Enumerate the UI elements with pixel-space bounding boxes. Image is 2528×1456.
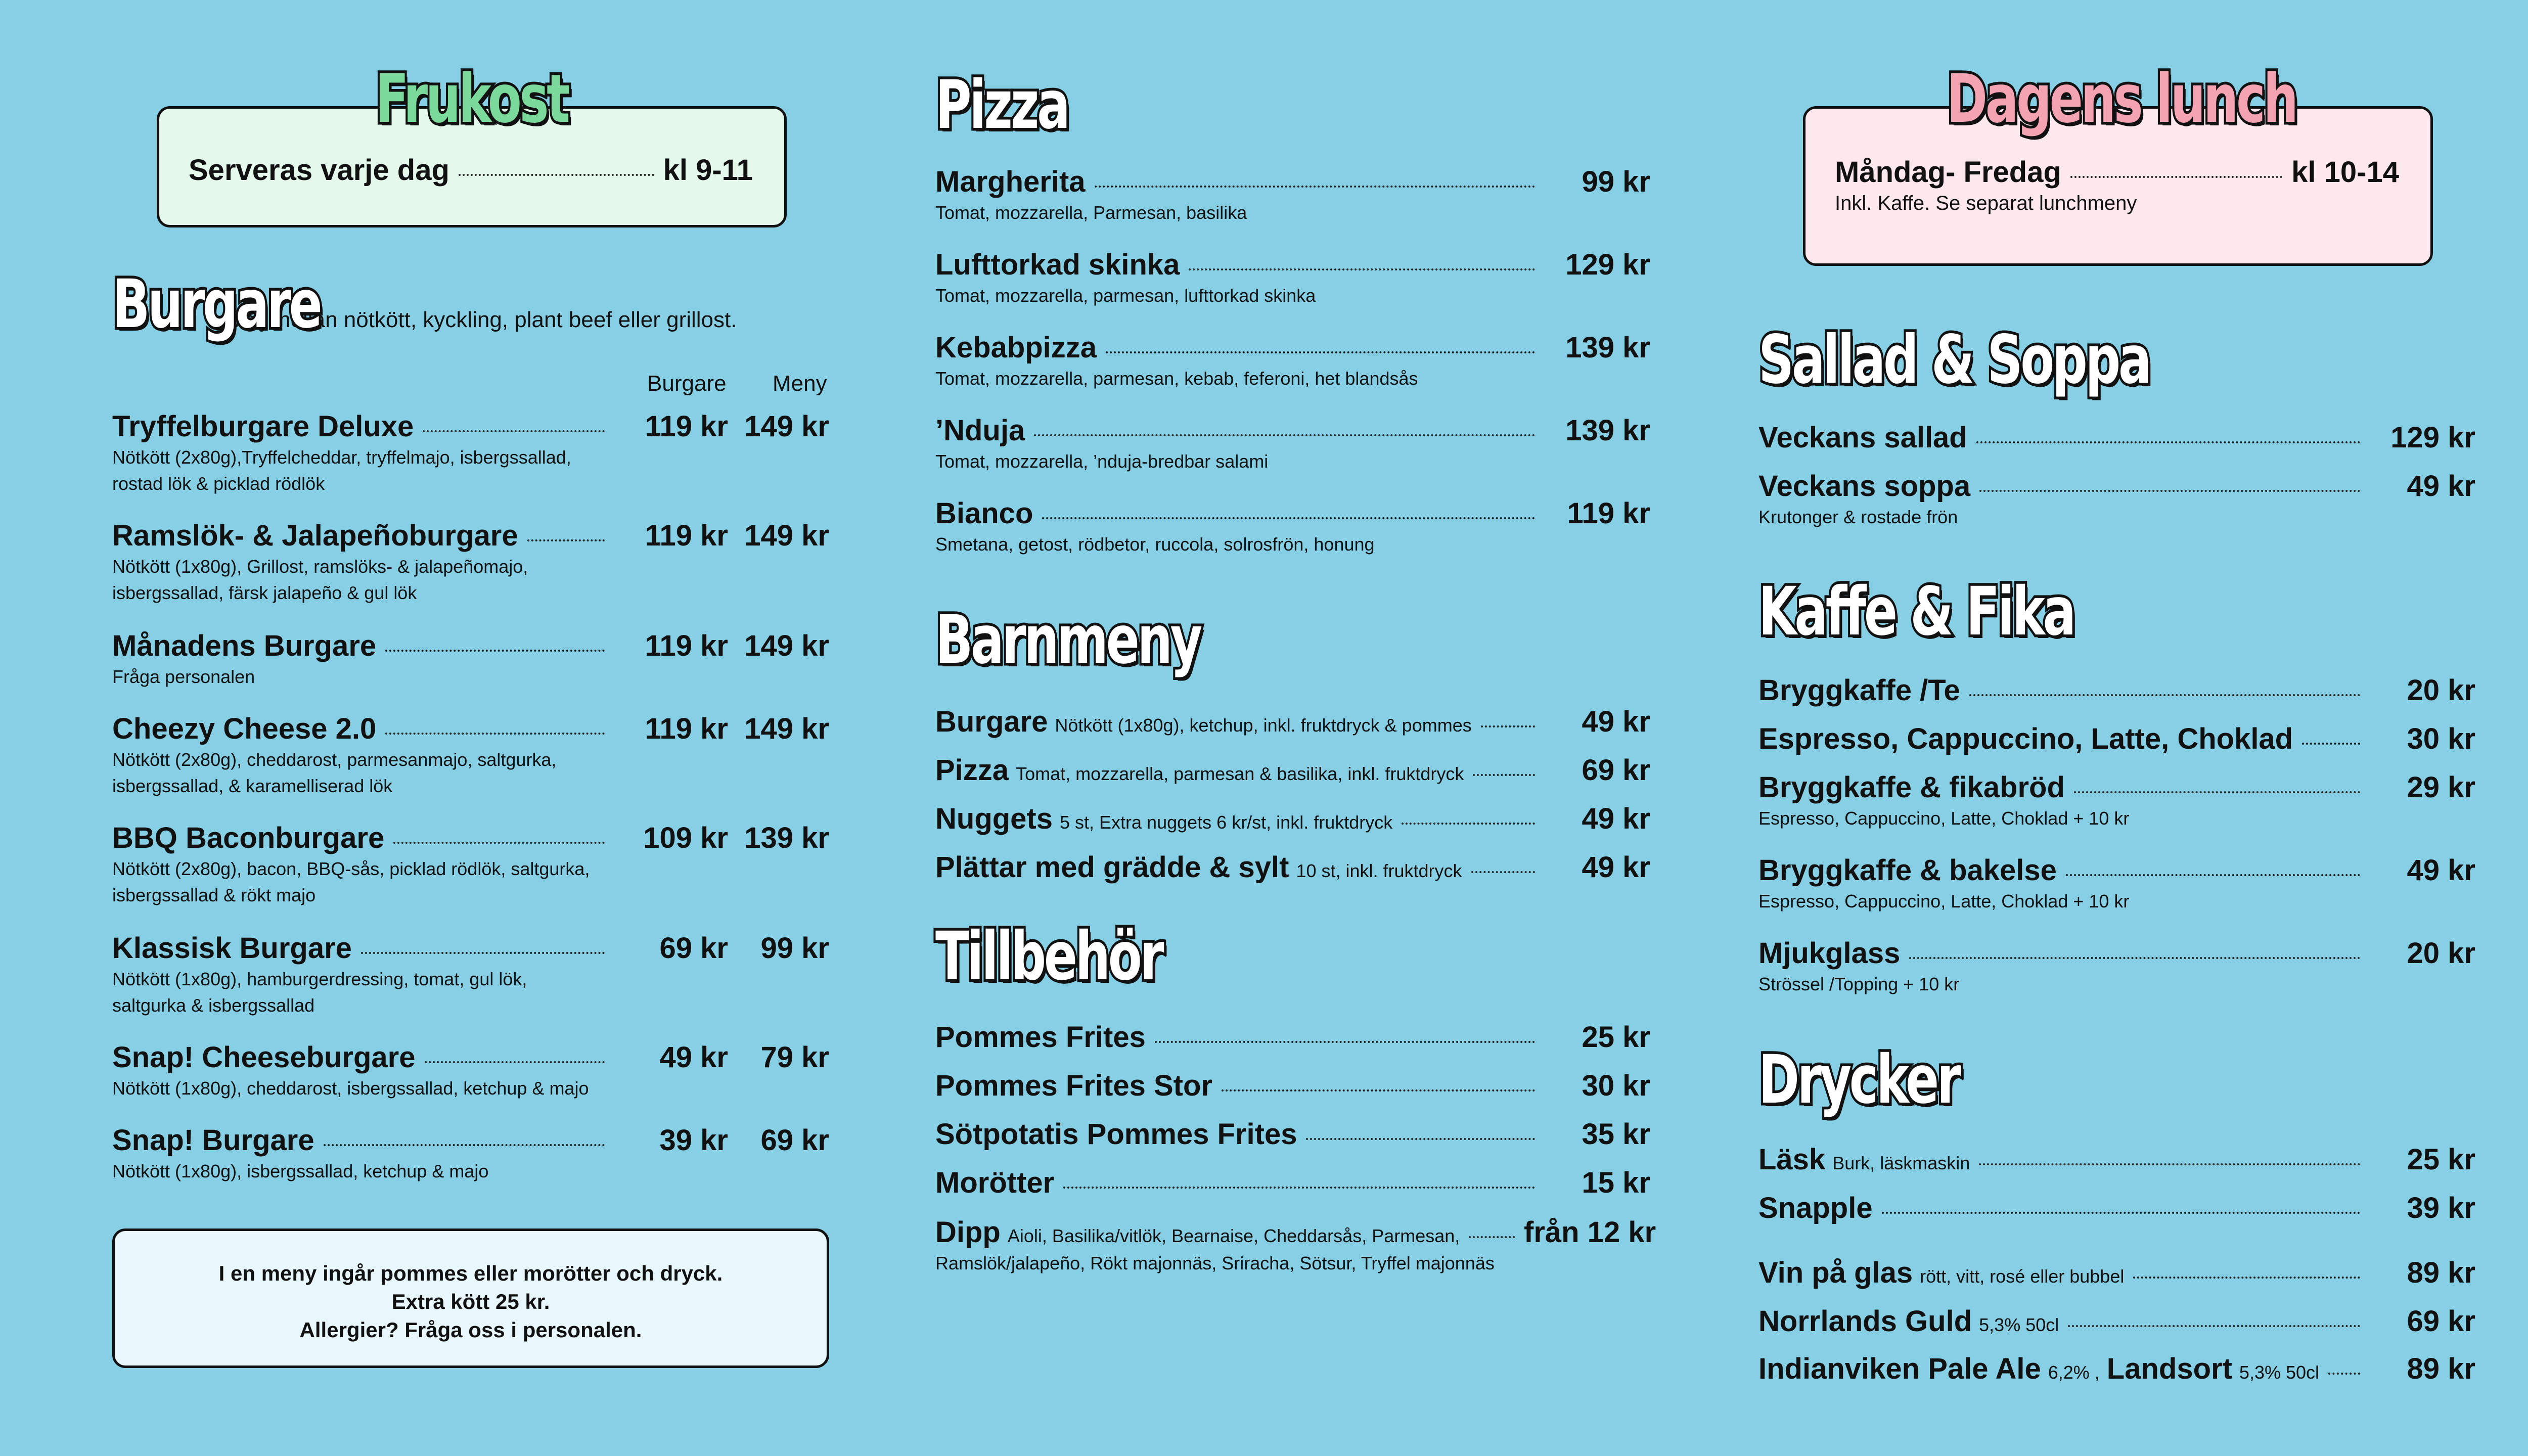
leader-dots <box>1976 441 2360 443</box>
item-price: 49 kr <box>1582 802 1650 835</box>
burger-price: 39 kr <box>659 1124 728 1157</box>
burger-desc-line-2: isbergssallad, & karamelliserad lök <box>112 776 393 796</box>
kaffe-title-wrap <box>1758 573 2185 651</box>
item-name: Veckans sallad <box>1758 421 1967 454</box>
item-small: rött, vitt, rosé eller bubbel <box>1920 1266 2125 1287</box>
burger-desc-line-1: Nötkött (1x80g), hamburgerdressing, tomat, gul lök, <box>112 969 527 989</box>
burger-item <box>112 1040 829 1102</box>
item-name: Pizza <box>935 754 1009 787</box>
item-price: 25 kr <box>1582 1021 1650 1054</box>
item-desc: Tomat, mozzarella, ’nduja-bredbar salami <box>935 451 1269 472</box>
dipp-small: Aioli, Basilika/vitlök, Bearnaise, Cheddarsås, Parmesan, <box>1007 1225 1460 1246</box>
item-price: 69 kr <box>2407 1305 2475 1338</box>
lunch-title-wrap <box>1947 60 2419 138</box>
burger-price: 109 kr <box>643 822 728 854</box>
item-name: Vin på glas <box>1758 1256 1913 1289</box>
burger-desc <box>112 1158 829 1185</box>
item-price: 49 kr <box>2407 470 2475 503</box>
item-name: Lufttorkad skinka <box>935 248 1180 281</box>
item-name: Bryggkaffe & fikabröd <box>1758 771 2065 804</box>
item-name: ’Nduja <box>935 414 1025 447</box>
leader-dots <box>1222 1089 1535 1091</box>
item-price: 129 kr <box>2390 421 2475 454</box>
item-line <box>935 414 1650 447</box>
leader-dots <box>1969 694 2360 696</box>
burger-desc-line-2: rostad lök & picklad rödlök <box>112 473 325 494</box>
menu-item <box>935 331 1650 392</box>
menu-item <box>935 1117 1650 1151</box>
item-line <box>1758 673 2475 707</box>
leader-dots <box>2070 176 2282 178</box>
item-line <box>1758 770 2475 804</box>
leader-dots <box>1106 351 1535 353</box>
item-line <box>935 1166 1650 1200</box>
leader-dots <box>324 1144 605 1146</box>
dipp-name: Dipp <box>935 1216 1001 1249</box>
drink-name: Indianviken Pale Ale <box>1758 1352 2041 1385</box>
item-name: Morötter <box>935 1166 1055 1199</box>
burgare-title: Burgare <box>112 265 321 343</box>
item-desc: Strössel /Topping + 10 kr <box>1758 974 1960 994</box>
burger-desc <box>112 747 829 799</box>
item-price: 49 kr <box>1582 705 1650 738</box>
burger-desc-line-1: Nötkött (2x80g), bacon, BBQ-sås, picklad rödlök, saltgurka, <box>112 858 590 879</box>
burger-desc-line-1: Nötkött (1x80g), isbergssallad, ketchup & majo <box>112 1161 489 1181</box>
menu-price: 99 kr <box>760 932 829 965</box>
menu-item <box>935 496 1650 558</box>
menu-item <box>1758 1143 2475 1176</box>
item-desc: Krutonger & rostade frön <box>1758 507 1958 527</box>
leader-dots <box>1063 1187 1535 1189</box>
menu-item <box>935 1069 1650 1103</box>
item-desc: Espresso, Cappuccino, Latte, Choklad + 10 kr <box>1758 808 2130 829</box>
item-line <box>1758 853 2475 887</box>
menu-price: 139 kr <box>744 822 829 854</box>
tillbehor-title: Tillbehör <box>935 918 1162 995</box>
menu-price: 149 kr <box>744 519 829 552</box>
menu-item <box>935 165 1650 226</box>
item-line <box>935 850 1650 884</box>
burger-item <box>112 519 829 606</box>
dipp-row <box>935 1215 1656 1277</box>
burger-price: 119 kr <box>645 519 728 552</box>
burger-price: 119 kr <box>645 629 728 662</box>
item-small: 10 st, inkl. fruktdryck <box>1296 860 1462 881</box>
item-name: Nuggets <box>935 802 1053 835</box>
item-name: Norrlands Guld <box>1758 1305 1972 1338</box>
item-name: Veckans soppa <box>1758 470 1971 503</box>
leader-dots <box>393 842 605 844</box>
item-line <box>1758 1191 2475 1225</box>
item-line <box>935 705 1650 739</box>
sallad-title-wrap <box>1758 321 2287 399</box>
item-desc: Espresso, Cappuccino, Latte, Choklad + 10 kr <box>1758 891 2130 912</box>
leader-dots <box>2133 1277 2360 1279</box>
frukost-title: Frukost <box>375 60 568 138</box>
item-line <box>935 331 1650 365</box>
item-line <box>935 802 1650 836</box>
burger-name: Cheezy Cheese 2.0 <box>112 712 377 745</box>
item-line <box>1758 1143 2475 1176</box>
menu-item <box>935 1020 1650 1054</box>
frukost-label: Serveras varje dag <box>189 154 449 187</box>
item-name: Pommes Frites Stor <box>935 1069 1212 1102</box>
item-line <box>1758 936 2475 970</box>
leader-dots <box>425 1061 605 1063</box>
drink-price: 89 kr <box>2407 1352 2475 1385</box>
item-line <box>1758 1304 2475 1338</box>
leader-dots <box>361 952 605 954</box>
burger-line <box>112 1040 829 1074</box>
item-small: 5,3% 50cl <box>1979 1314 2059 1335</box>
item-name: Bianco <box>935 497 1033 530</box>
burger-line <box>112 712 829 746</box>
sallad-title: Sallad & Soppa <box>1758 321 2150 399</box>
leader-dots <box>1402 823 1535 825</box>
burger-desc-line-1: Nötkött (2x80g), cheddarost, parmesanmajo, saltgurka, <box>112 749 557 770</box>
drink-small-2: 5,3% 50cl <box>2239 1362 2320 1383</box>
item-name: Läsk <box>1758 1143 1826 1176</box>
menu-item <box>1758 1304 2475 1338</box>
frukost-row <box>189 153 753 187</box>
menu-item <box>1758 673 2475 707</box>
barnmeny-title: Barnmeny <box>935 601 1200 679</box>
menu-item <box>1758 936 2475 997</box>
item-line <box>935 1020 1650 1054</box>
burger-item <box>112 629 829 690</box>
item-line <box>935 248 1650 282</box>
dipp-desc: Ramslök/jalapeño, Rökt majonnäs, Sriracha, Sötsur, Tryffel majonnäs <box>935 1253 1495 1273</box>
note-line-2: Extra kött 25 kr. <box>391 1290 550 1313</box>
pizza-title: Pizza <box>935 66 1068 144</box>
item-price: 69 kr <box>1582 754 1650 787</box>
menu-price: 149 kr <box>744 712 829 745</box>
tillbehor-title-wrap <box>935 918 1242 995</box>
item-name: Margherita <box>935 165 1086 198</box>
item-name: Burgare <box>935 705 1048 738</box>
leader-dots <box>1979 490 2360 492</box>
menu-item <box>935 414 1650 475</box>
menu-item <box>1758 1191 2475 1225</box>
item-desc: Smetana, getost, rödbetor, ruccola, solrosfrön, honung <box>935 534 1375 555</box>
burger-desc-line-2: isbergssallad & rökt majo <box>112 885 316 905</box>
note-line-1: I en meny ingår pommes eller morötter och dryck. <box>218 1261 723 1285</box>
item-line <box>1758 1256 2475 1290</box>
item-price: 99 kr <box>1582 165 1650 198</box>
leader-dots <box>2302 743 2360 745</box>
leader-dots <box>1481 725 1535 727</box>
item-price: 29 kr <box>2407 771 2475 804</box>
burger-desc-line-1: Nötkött (1x80g), Grillost, ramslöks- & jalapeñomajo, <box>112 556 528 577</box>
item-desc: Tomat, mozzarella, Parmesan, basilika <box>935 202 1247 223</box>
menu-item <box>935 248 1650 309</box>
burger-item <box>112 410 829 497</box>
burger-name: Snap! Burgare <box>112 1124 314 1157</box>
item-price: 39 kr <box>2407 1192 2475 1224</box>
leader-dots <box>1471 871 1535 873</box>
leader-dots <box>1979 1163 2360 1165</box>
item-price: 49 kr <box>1582 851 1650 884</box>
leader-dots <box>1473 774 1535 776</box>
drycker-title-wrap <box>1758 1041 2029 1119</box>
pizza-title-wrap <box>935 66 1115 144</box>
leader-dots <box>423 430 605 432</box>
lunch-title: Dagens lunch <box>1947 60 2296 138</box>
item-price: 20 kr <box>2407 937 2475 970</box>
burger-price: 69 kr <box>659 932 728 965</box>
menu-item <box>935 802 1650 836</box>
burger-desc <box>112 856 829 908</box>
burger-desc-line-1: Fråga personalen <box>112 666 255 687</box>
drink-name-2: Landsort <box>2106 1352 2232 1385</box>
drink-small: 6,2% , <box>2048 1362 2100 1383</box>
burger-desc <box>112 966 829 1019</box>
item-name: Bryggkaffe & bakelse <box>1758 854 2057 887</box>
item-line <box>1758 421 2475 454</box>
burger-name: Ramslök- & Jalapeñoburgare <box>112 519 518 552</box>
item-small: Tomat, mozzarella, parmesan & basilika, inkl. fruktdryck <box>1016 763 1464 784</box>
burger-line <box>112 519 829 553</box>
leader-dots <box>2328 1373 2360 1375</box>
burger-price: 49 kr <box>659 1041 728 1074</box>
item-line <box>935 165 1650 199</box>
leader-dots <box>1042 517 1535 519</box>
leader-dots <box>2068 1325 2360 1327</box>
menu-price: 69 kr <box>760 1124 829 1157</box>
item-line <box>935 496 1650 530</box>
item-name: Plättar med grädde & sylt <box>935 851 1289 884</box>
leader-dots <box>385 650 605 652</box>
barnmeny-title-wrap <box>935 601 1293 679</box>
item-name: Snapple <box>1758 1192 1873 1224</box>
col-header-burgare: Burgare <box>647 371 727 396</box>
item-line <box>1758 469 2475 503</box>
burger-desc-line-2: isbergssallad, färsk jalapeño & gul lök <box>112 582 417 603</box>
item-small: Burk, läskmaskin <box>1832 1153 1970 1173</box>
burger-item <box>112 931 829 1019</box>
item-price: 49 kr <box>2407 854 2475 887</box>
item-name: Sötpotatis Pommes Frites <box>935 1118 1297 1151</box>
item-name: Kebabpizza <box>935 331 1097 364</box>
item-price: 89 kr <box>2407 1256 2475 1289</box>
burger-desc <box>112 444 829 497</box>
burger-desc <box>112 664 829 690</box>
leader-dots <box>1034 434 1535 436</box>
burger-name: Månadens Burgare <box>112 629 377 662</box>
menu-item <box>1758 853 2475 915</box>
item-price: 139 kr <box>1565 414 1650 447</box>
burger-name: Tryffelburgare Deluxe <box>112 410 414 443</box>
item-price: 119 kr <box>1567 497 1650 530</box>
burgare-subtitle: Välj mellan nötkött, kyckling, plant beef eller grillost. <box>229 307 737 332</box>
item-price: 15 kr <box>1582 1166 1650 1199</box>
frukost-title-wrap <box>375 60 636 138</box>
item-price: 25 kr <box>2407 1143 2475 1176</box>
burger-name: BBQ Baconburgare <box>112 822 385 854</box>
item-desc: Tomat, mozzarella, parmesan, kebab, feferoni, het blandsås <box>935 368 1418 389</box>
burger-desc <box>112 1075 829 1102</box>
item-small: Nötkött (1x80g), ketchup, inkl. fruktdryck & pommes <box>1055 715 1472 736</box>
item-name: Pommes Frites <box>935 1021 1146 1054</box>
leader-dots <box>2066 874 2360 876</box>
menu-item <box>1758 722 2475 756</box>
burger-desc-line-1: Nötkött (1x80g), cheddarost, isbergssallad, ketchup & majo <box>112 1078 589 1099</box>
leader-dots <box>1155 1041 1535 1043</box>
burger-item <box>112 1123 829 1185</box>
item-price: 129 kr <box>1565 248 1650 281</box>
frukost-time: kl 9-11 <box>663 154 753 187</box>
item-price: 20 kr <box>2407 674 2475 707</box>
menu-item <box>935 753 1650 787</box>
burger-desc-line-1: Nötkött (2x80g),Tryffelcheddar, tryffelmajo, isbergssallad, <box>112 447 571 468</box>
leader-dots <box>1189 268 1535 270</box>
item-name: Espresso, Cappuccino, Latte, Choklad <box>1758 722 2293 755</box>
burger-line <box>112 1123 829 1157</box>
menu-item <box>1758 421 2475 454</box>
lunch-row <box>1835 155 2399 216</box>
item-price: 139 kr <box>1565 331 1650 364</box>
menu-price: 79 kr <box>760 1041 829 1074</box>
item-line <box>935 753 1650 787</box>
burger-desc <box>112 554 829 606</box>
burger-name: Klassisk Burgare <box>112 932 352 965</box>
item-line <box>935 1069 1650 1103</box>
item-name: Bryggkaffe /Te <box>1758 674 1960 707</box>
kaffe-title: Kaffe & Fika <box>1758 573 2074 651</box>
item-price: 35 kr <box>1582 1118 1650 1151</box>
burger-item <box>112 712 829 799</box>
dipp-price: från 12 kr <box>1524 1216 1656 1249</box>
note-line-3: Allergier? Fråga oss i personalen. <box>299 1318 642 1342</box>
item-price: 30 kr <box>2407 722 2475 755</box>
item-line <box>935 1117 1650 1151</box>
burger-desc-line-2: saltgurka & isbergssallad <box>112 995 315 1016</box>
menu-item <box>1758 770 2475 832</box>
burger-line <box>112 821 829 855</box>
drycker-title: Drycker <box>1758 1041 1959 1119</box>
item-line <box>1758 722 2475 756</box>
burgare-title-wrap <box>112 265 737 343</box>
item-price: 30 kr <box>1582 1069 1650 1102</box>
menu-item <box>1758 1256 2475 1290</box>
leader-dots <box>2074 791 2360 793</box>
leader-dots <box>1909 957 2360 959</box>
menu-item <box>935 1166 1650 1200</box>
burger-price: 119 kr <box>645 410 728 443</box>
item-name: Mjukglass <box>1758 937 1901 970</box>
leader-dots <box>1882 1212 2360 1214</box>
burger-price: 119 kr <box>645 712 728 745</box>
leader-dots <box>385 733 605 735</box>
leader-dots <box>1095 186 1535 188</box>
menu-price: 149 kr <box>744 410 829 443</box>
burger-name: Snap! Cheeseburgare <box>112 1041 416 1074</box>
leader-dots <box>527 539 605 541</box>
col-header-meny: Meny <box>773 371 827 396</box>
burger-line <box>112 410 829 443</box>
leader-dots <box>1306 1138 1535 1140</box>
item-desc: Tomat, mozzarella, parmesan, lufttorkad skinka <box>935 285 1316 306</box>
item-small: 5 st, Extra nuggets 6 kr/st, inkl. fruktdryck <box>1060 812 1393 833</box>
drink-row-last <box>1758 1352 2475 1386</box>
burger-item <box>112 821 829 908</box>
meny-note-box <box>112 1228 829 1368</box>
menu-item <box>935 705 1650 739</box>
menu-item <box>1758 469 2475 530</box>
lunch-time: kl 10-14 <box>2291 156 2399 189</box>
lunch-desc: Inkl. Kaffe. Se separat lunchmeny <box>1835 192 2137 214</box>
leader-dots <box>1469 1236 1515 1238</box>
lunch-label: Måndag- Fredag <box>1835 156 2061 189</box>
menu-price: 149 kr <box>744 629 829 662</box>
menu-item <box>935 850 1650 884</box>
burger-line <box>112 931 829 965</box>
leader-dots <box>459 174 654 176</box>
burger-line <box>112 629 829 663</box>
